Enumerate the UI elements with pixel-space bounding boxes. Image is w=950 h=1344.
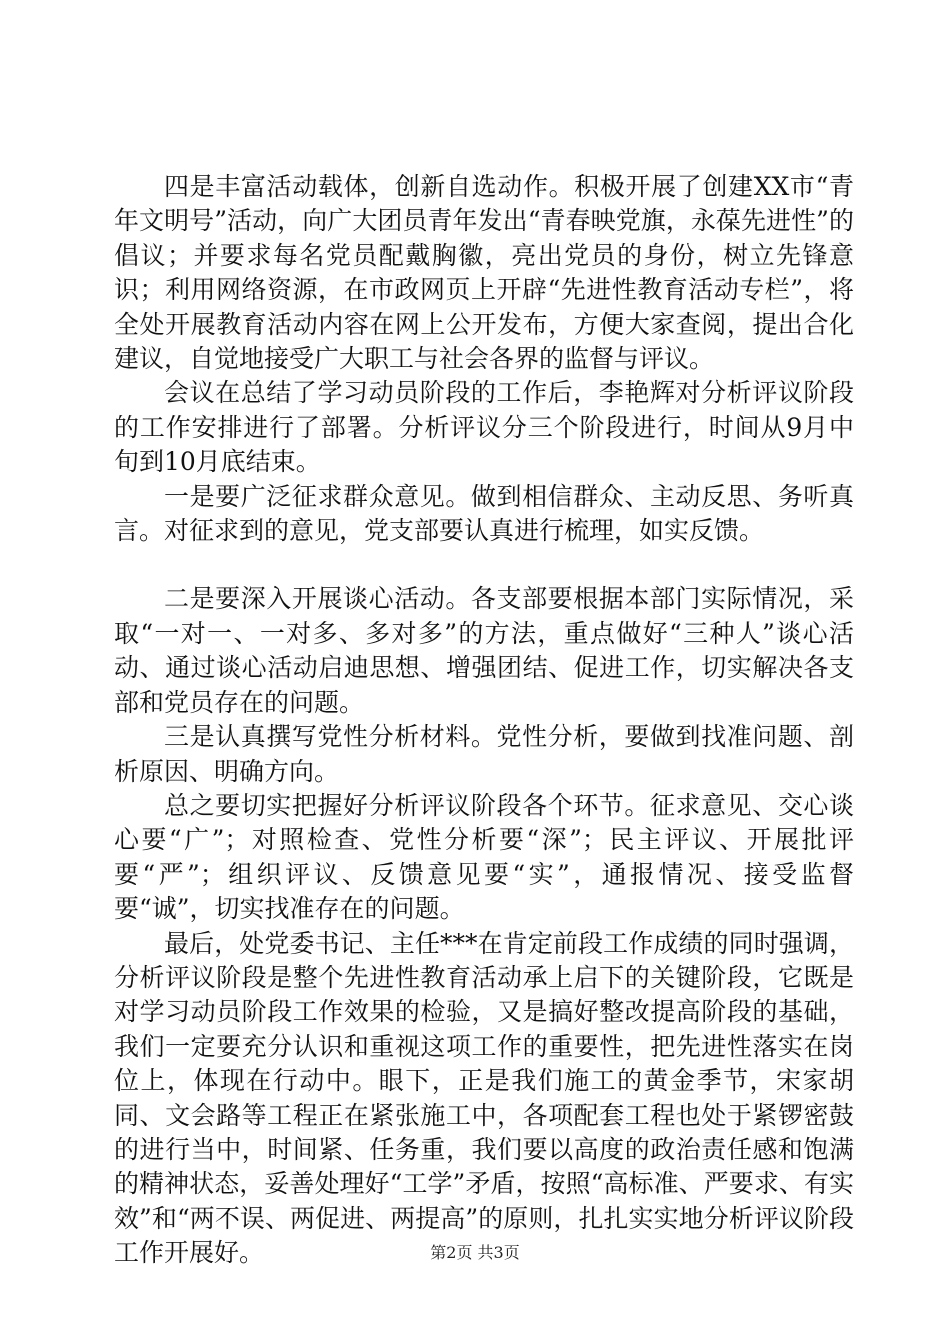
paragraph-6: 总之要切实把握好分析评议阶段各个环节。征求意见、交心谈心要“广”；对照检查、党性分析要“深”；民主评议、开展批评要“严”；组织评议、反馈意见要“实”，通报情况、接受监督要“诚”，切实找准存在的问题。	[114, 790, 854, 924]
paragraph-7: 最后，处党委书记、主任***在肯定前段工作成绩的同时强调，分析评议阶段是整个先进性教育活动承上启下的关键阶段，它既是对学习动员阶段工作效果的检验，又是搞好整改提高阶段的基础，我们一定要充分认识和重视这项工作的重要性，把先进性落实在岗位上，体现在行动中。眼下，正是我们施工的黄金季节，宋家胡同、文会路等工程正在紧张施工中，各项配套工程也处于紧锣密鼓的进行当中，时间紧、任务重，我们要以高度的政治责任感和饱满的精神状态，妥善处理好“工学”矛盾，按照“高标准、严要求、有实效”和“两不误、两促进、两提高”的原则，扎扎实实地分析评议阶段工作开展好。	[114, 928, 854, 1268]
paragraph-2: 会议在总结了学习动员阶段的工作后，李艳辉对分析评议阶段的工作安排进行了部署。分析评议分三个阶段进行，时间从9月中旬到10月底结束。	[114, 378, 854, 477]
page-number: 第2页 共3页	[430, 1243, 520, 1262]
document-body	[114, 170, 854, 1271]
paragraph-1: 四是丰富活动载体，创新自选动作。积极开展了创建XX市“青年文明号”活动，向广大团员青年发出“青春映党旗，永葆先进性”的倡议；并要求每名党员配戴胸徽，亮出党员的身份，树立先锋意识；利用网络资源，在市政网页上开辟“先进性教育活动专栏”，将全处开展教育活动内容在网上公开发布，方便大家查阅，提出合化建议，自觉地接受广大职工与社会各界的监督与评议。	[114, 172, 854, 374]
page-footer	[0, 1243, 950, 1263]
paragraph-5: 三是认真撰写党性分析材料。党性分析，要做到找准问题、剖析原因、明确方向。	[114, 722, 854, 786]
paragraph-4: 二是要深入开展谈心活动。各支部要根据本部门实际情况，采取“一对一、一对多、多对多”的方法，重点做好“三种人”谈心活动、通过谈心活动启迪思想、增强团结、促进工作，切实解决各支部和党员存在的问题。	[114, 584, 854, 717]
paragraph-3: 一是要广泛征求群众意见。做到相信群众、主动反思、务听真言。对征求到的意见，党支部要认真进行梳理，如实反馈。	[114, 481, 854, 546]
